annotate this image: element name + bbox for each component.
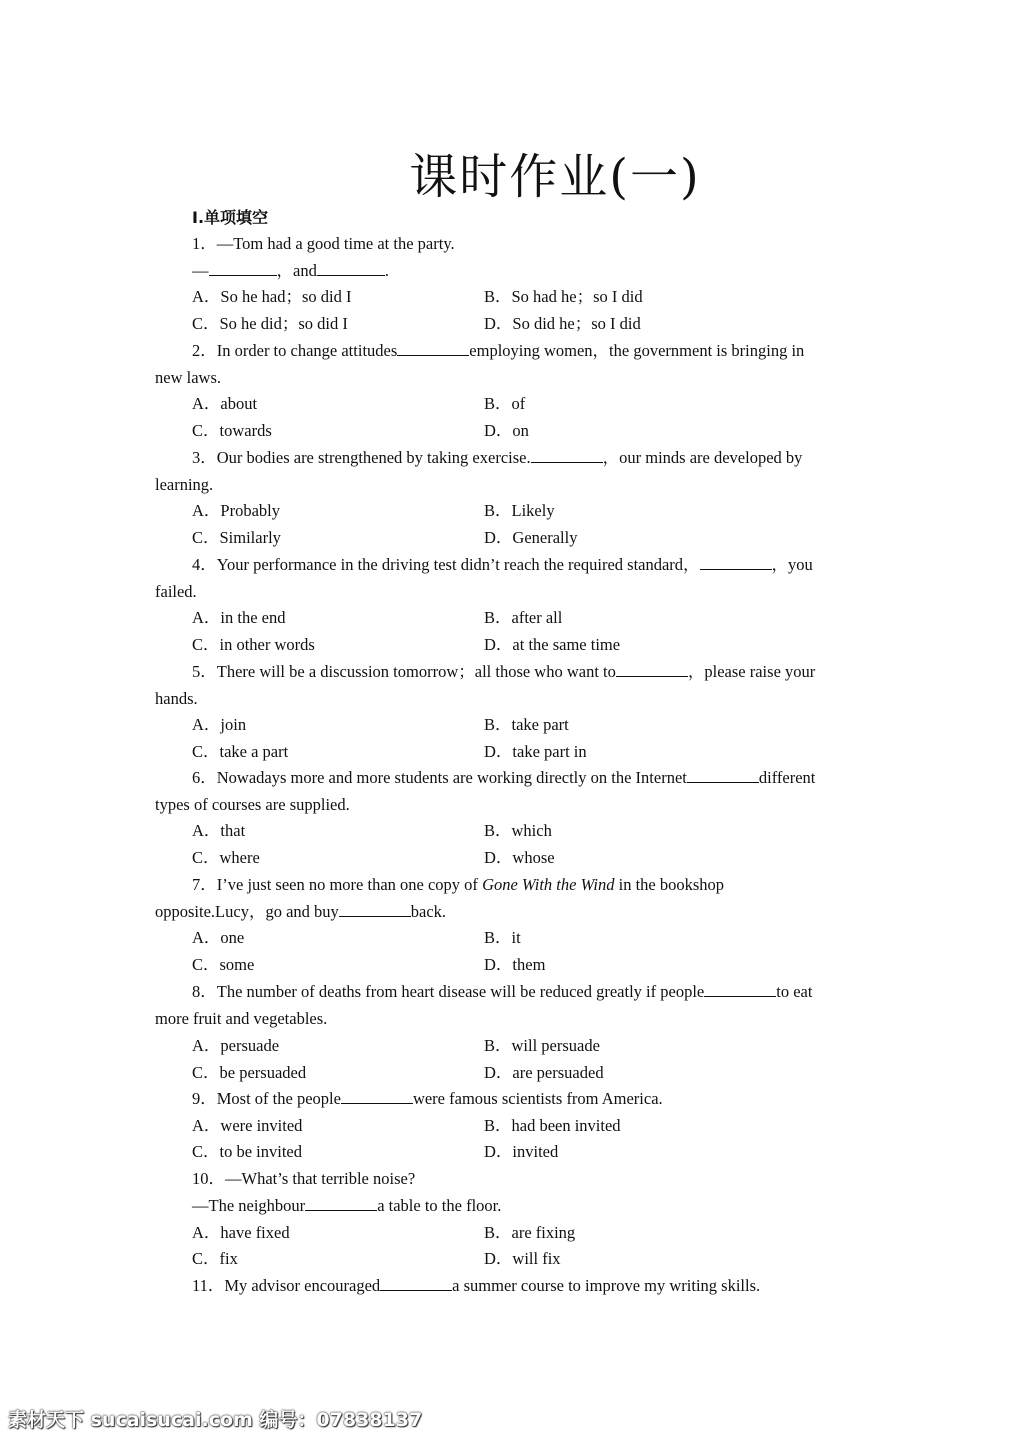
option-d: D．Generally (484, 528, 578, 547)
section-heading: Ⅰ.单项填空 (192, 208, 269, 227)
question-1-stem: 1．—Tom had a good time at the party. (192, 234, 455, 253)
text: to eat (776, 982, 813, 1001)
option-b: B．it (484, 928, 521, 947)
text: —The neighbour (192, 1196, 306, 1215)
question-8-cont: more fruit and vegetables. (155, 1009, 328, 1028)
text: different (758, 768, 816, 787)
answer-blank (317, 261, 385, 276)
option-b: B．will persuade (484, 1036, 600, 1055)
text: in the bookshop (618, 875, 725, 894)
option-c: C．Similarly (192, 528, 281, 547)
option-d: D．So did he；so I did (484, 314, 641, 333)
option-d: D．whose (484, 848, 555, 867)
option-c: C．some (192, 955, 255, 974)
text: 6．Nowadays more and more students are working directly on the Internet (192, 768, 687, 787)
answer-blank (305, 1196, 377, 1211)
text: back. (410, 902, 447, 921)
question-5-stem (192, 662, 815, 682)
text: 11．My advisor encouraged (192, 1276, 381, 1295)
option-a: A．about (192, 394, 258, 413)
option-d: D．will fix (484, 1249, 561, 1268)
text: 8．The number of deaths from heart disease will be reduced greatly if people (192, 982, 705, 1001)
answer-blank (397, 341, 469, 356)
option-b: B．had been invited (484, 1116, 621, 1135)
option-d: D．at the same time (484, 635, 621, 654)
option-a: A．Probably (192, 501, 280, 520)
question-8-stem (192, 982, 812, 1002)
answer-blank (616, 662, 688, 677)
text: were famous scientists from America. (412, 1089, 663, 1108)
option-b: B．which (484, 821, 552, 840)
option-c: C．take a part (192, 742, 289, 761)
option-d: D．on (484, 421, 529, 440)
option-d: D．them (484, 955, 546, 974)
option-a: A．were invited (192, 1116, 303, 1135)
option-c: C．be persuaded (192, 1063, 307, 1082)
text: ，and (276, 261, 317, 280)
option-b: B．So had he；so I did (484, 287, 643, 306)
option-d: D．invited (484, 1142, 559, 1161)
option-d: D．are persuaded (484, 1063, 604, 1082)
question-5-cont: hands. (155, 689, 198, 708)
watermark: 素材天下 sucaisucai.com 编号：07838137 (8, 1409, 423, 1431)
answer-blank (704, 982, 776, 997)
option-d: D．take part in (484, 742, 587, 761)
answer-blank (339, 902, 411, 917)
question-2-stem (192, 341, 804, 361)
text: 4．Your performance in the driving test didn’t reach the required standard， (192, 555, 700, 574)
text: opposite.Lucy，go and buy (155, 902, 339, 921)
answer-blank (380, 1276, 452, 1291)
option-a: A．So he had；so did I (192, 287, 352, 306)
question-1-dialogue (192, 261, 389, 281)
question-11-stem (192, 1276, 760, 1296)
question-10-stem: 10．—What’s that terrible noise? (192, 1169, 416, 1188)
option-a: A．have fixed (192, 1223, 290, 1242)
option-a: A．join (192, 715, 247, 734)
option-b: B．of (484, 394, 526, 413)
answer-blank (341, 1089, 413, 1104)
text: 7．I’ve just seen no more than one copy of (192, 875, 478, 894)
option-b: B．are fixing (484, 1223, 576, 1242)
option-c: C．to be invited (192, 1142, 302, 1161)
text: ，please raise your (687, 662, 816, 681)
page-title: 课时作业(一) (409, 149, 701, 205)
question-3-stem (192, 448, 802, 468)
text: 3．Our bodies are strengthened by taking exercise. (192, 448, 531, 467)
option-c: C．where (192, 848, 260, 867)
question-10-dialogue (192, 1196, 501, 1216)
question-9-stem (192, 1089, 663, 1109)
option-b: B．take part (484, 715, 569, 734)
text: a table to the floor. (377, 1196, 502, 1215)
option-c: C．fix (192, 1249, 238, 1268)
text: ，our minds are developed by (602, 448, 803, 467)
text: ，you (771, 555, 813, 574)
question-2-cont: new laws. (155, 368, 221, 387)
option-c: C．towards (192, 421, 272, 440)
option-c: C．So he did；so did I (192, 314, 348, 333)
text: a summer course to improve my writing skills. (452, 1276, 761, 1295)
option-c: C．in other words (192, 635, 315, 654)
option-b: B．Likely (484, 501, 555, 520)
answer-blank (209, 261, 277, 276)
text: 9．Most of the people (192, 1089, 341, 1108)
question-3-cont: learning. (155, 475, 214, 494)
question-6-stem (192, 768, 815, 788)
question-6-cont: types of courses are supplied. (155, 795, 350, 814)
question-4-cont: failed. (155, 582, 197, 601)
option-a: A．that (192, 821, 246, 840)
option-a: A．persuade (192, 1036, 280, 1055)
text: . (384, 261, 389, 280)
question-4-stem (192, 555, 813, 575)
answer-blank (687, 768, 759, 783)
option-a: A．in the end (192, 608, 286, 627)
text: — (192, 261, 209, 280)
text: 5．There will be a discussion tomorrow；all those who want to (192, 662, 616, 681)
text: 2．In order to change attitudes (192, 341, 398, 360)
text: employing women，the government is bringing in (469, 341, 805, 360)
answer-blank (700, 555, 772, 570)
answer-blank (531, 448, 603, 463)
question-7-stem (192, 875, 724, 895)
question-7-cont (155, 902, 446, 922)
option-b: B．after all (484, 608, 563, 627)
book-title: Gone With the Wind (482, 875, 615, 894)
option-a: A．one (192, 928, 245, 947)
